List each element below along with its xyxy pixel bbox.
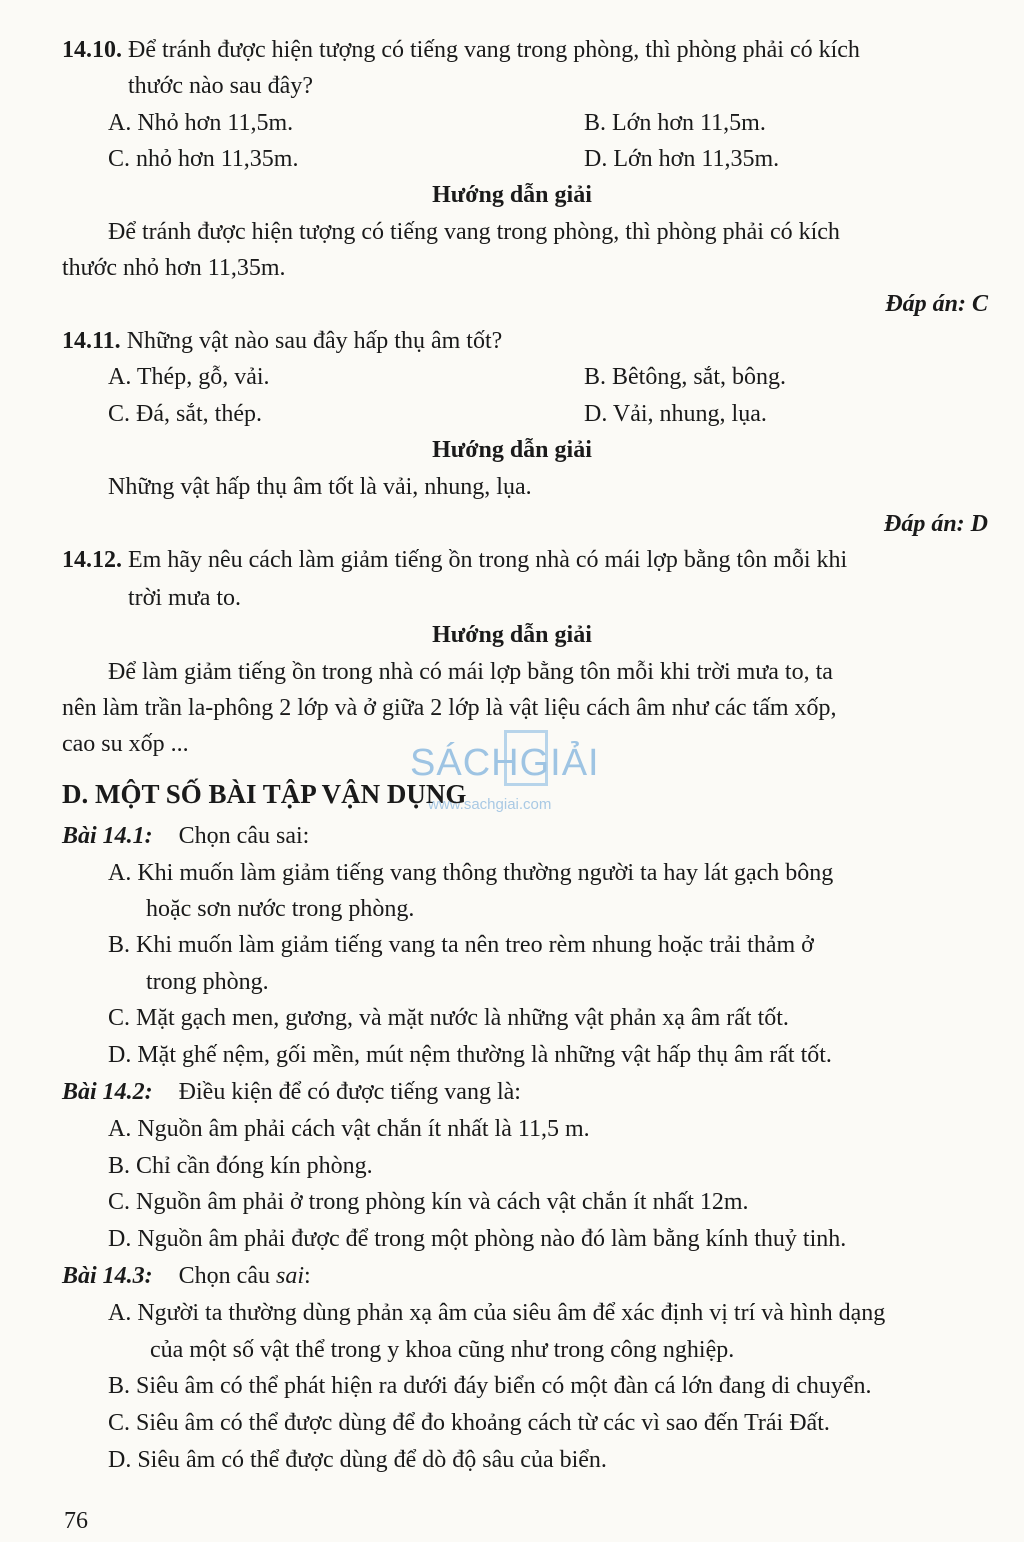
option-a-cont: của một số vật thể trong y khoa cũng như trong công nghiệp.: [150, 1337, 735, 1363]
question-text: Những vật nào sau đây hấp thụ âm tốt?: [126, 328, 503, 354]
section-heading: D. MỘT SỐ BÀI TẬP VẬN DỤNG: [62, 779, 467, 809]
guide-title: Hướng dẫn giải: [432, 622, 592, 648]
exercise-14-1-stem: [62, 822, 309, 850]
option-a-cont: hoặc sơn nước trong phòng.: [146, 896, 415, 922]
answer-label: Đáp án: D: [883, 511, 988, 537]
option-a: A. Thép, gỗ, vải.: [108, 364, 270, 390]
option-a: A. Khi muốn làm giảm tiếng vang thông thường người ta hay lát gạch bông: [108, 860, 834, 886]
guide-title: Hướng dẫn giải: [432, 182, 592, 208]
option-b: B. Siêu âm có thể phát hiện ra dưới đáy biển có một đàn cá lớn đang di chuyển.: [108, 1373, 872, 1399]
question-14-11-stem: [62, 327, 502, 355]
exercise-label: Bài 14.1:: [62, 823, 153, 849]
exercise-label: Bài 14.3:: [62, 1263, 153, 1289]
guide-text: Để tránh được hiện tượng có tiếng vang trong phòng, thì phòng phải có kích: [108, 219, 840, 245]
question-number: 14.10.: [62, 37, 122, 63]
question-text: Em hãy nêu cách làm giảm tiếng ồn trong nhà có mái lợp bằng tôn mỗi khi: [128, 547, 848, 573]
question-14-10-stem-cont: thước nào sau đây?: [128, 73, 313, 99]
option-a: A. Người ta thường dùng phản xạ âm của siêu âm để xác định vị trí và hình dạng: [108, 1300, 886, 1326]
guide-text: Để làm giảm tiếng ồn trong nhà có mái lợp bằng tôn mỗi khi trời mưa to, ta: [108, 659, 833, 685]
exercise-text: Chọn câu: [178, 1263, 276, 1289]
guide-text: Những vật hấp thụ âm tốt là vải, nhung, lụa.: [108, 474, 532, 500]
option-d: D. Vải, nhung, lụa.: [584, 401, 767, 427]
option-c: C. Nguồn âm phải ở trong phòng kín và cách vật chắn ít nhất 12m.: [108, 1189, 749, 1215]
option-b-cont: trong phòng.: [146, 969, 269, 995]
question-14-10-stem: [62, 36, 988, 64]
page-number: 76: [64, 1508, 88, 1534]
exercise-label: Bài 14.2:: [62, 1079, 153, 1105]
question-14-12-stem-cont: trời mưa to.: [128, 585, 242, 611]
option-d: D. Lớn hơn 11,35m.: [584, 146, 780, 172]
watermark-url: www.sachgiai.com: [428, 796, 552, 813]
exercise-14-3-stem: [62, 1262, 311, 1290]
option-b: B. Bêtông, sắt, bông.: [584, 364, 786, 390]
option-a: A. Nguồn âm phải cách vật chắn ít nhất là 11,5 m.: [108, 1116, 590, 1142]
exercise-text: Điều kiện để có được tiếng vang là:: [178, 1079, 521, 1105]
option-c: C. Đá, sắt, thép.: [108, 401, 262, 427]
guide-title: Hướng dẫn giải: [432, 437, 592, 463]
option-b: B. Lớn hơn 11,5m.: [584, 110, 766, 136]
option-c: C. Siêu âm có thể được dùng để đo khoảng cách từ các vì sao đến Trái Đất.: [108, 1410, 830, 1436]
exercise-text-suffix: :: [304, 1263, 311, 1289]
option-c: C. nhỏ hơn 11,35m.: [108, 146, 299, 172]
question-number: 14.11.: [62, 328, 121, 354]
option-d: D. Mặt ghế nệm, gối mền, mút nệm thường là những vật hấp thụ âm rất tốt.: [108, 1042, 832, 1068]
question-number: 14.12.: [62, 547, 122, 573]
question-text: Để tránh được hiện tượng có tiếng vang trong phòng, thì phòng phải có kích: [128, 37, 860, 63]
exercise-14-2-stem: [62, 1078, 521, 1106]
question-14-12-stem: [62, 546, 988, 574]
guide-text-cont: thước nhỏ hơn 11,35m.: [62, 255, 286, 281]
option-c: C. Mặt gạch men, gương, và mặt nước là những vật phản xạ âm rất tốt.: [108, 1005, 789, 1031]
option-b: B. Chỉ cần đóng kín phòng.: [108, 1153, 373, 1179]
answer-label: Đáp án: C: [885, 291, 988, 317]
guide-text-cont: nên làm trần la-phông 2 lớp và ở giữa 2 lớp là vật liệu cách âm như các tấm xốp,: [62, 695, 837, 721]
exercise-text: Chọn câu sai:: [178, 823, 310, 849]
guide-text-cont: cao su xốp ...: [62, 731, 189, 757]
option-d: D. Nguồn âm phải được để trong một phòng nào đó làm bằng kính thuỷ tinh.: [108, 1226, 847, 1252]
option-a: A. Nhỏ hơn 11,5m.: [108, 110, 294, 136]
option-d: D. Siêu âm có thể được dùng để dò độ sâu của biển.: [108, 1447, 607, 1473]
exercise-text-emphasis: sai: [275, 1263, 304, 1289]
watermark-text: SÁCHGIẢI: [410, 742, 600, 784]
option-b: B. Khi muốn làm giảm tiếng vang ta nên treo rèm nhung hoặc trải thảm ở: [108, 932, 814, 958]
